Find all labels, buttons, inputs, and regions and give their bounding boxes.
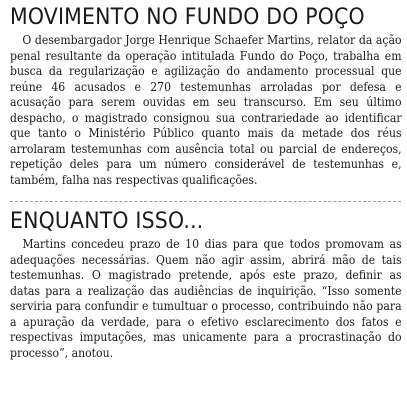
article-fundo-do-poco <box>10 4 401 187</box>
article-body-paragraph <box>10 236 402 360</box>
article-headline: MOVIMENTO NO FUNDO DO POÇO <box>10 5 365 30</box>
section-divider <box>10 201 401 202</box>
article-enquanto-isso <box>10 208 401 360</box>
article-headline: ENQUANTO ISSO... <box>10 209 204 234</box>
article-body-text: Martins concedeu prazo de 10 dias para que todos promovam as adequações necessárias. Quem não agir assim, abrirá mão de tais testemunhas. O magistrado pretende, após este prazo, definir as datas para a realização das audiências de inquirição. “Isso somente serviria para confundir e tumultuar o processo, contribuindo não para a apuração da verdade, para o efetivo esclarecimento dos fatos e respectivas imputações, mas unicamente para a procrastinação do processo”, anotou. <box>10 236 402 360</box>
article-body-text: O desembargador Jorge Henrique Schaefer Martins, relator da ação penal resultante da operação intitulada Fundo do Poço, trabalha em busca da regularização e agilização do andamento processual que reúne 46 acusados e 270 testemunhas arroladas por defesa e acusação para serem ouvidas em seu transcurso. Em seu último despacho, o magistrado consignou sua contrariedade ao identificar que tanto o Ministério Público quanto mais da metade dos réus arrolaram testemunhas com ausência total ou parcial de endereços, repetição deles para um número considerável de testemunhas e, também, falha nas respectivas qualificações. <box>10 32 402 187</box>
article-body-paragraph <box>10 32 402 187</box>
